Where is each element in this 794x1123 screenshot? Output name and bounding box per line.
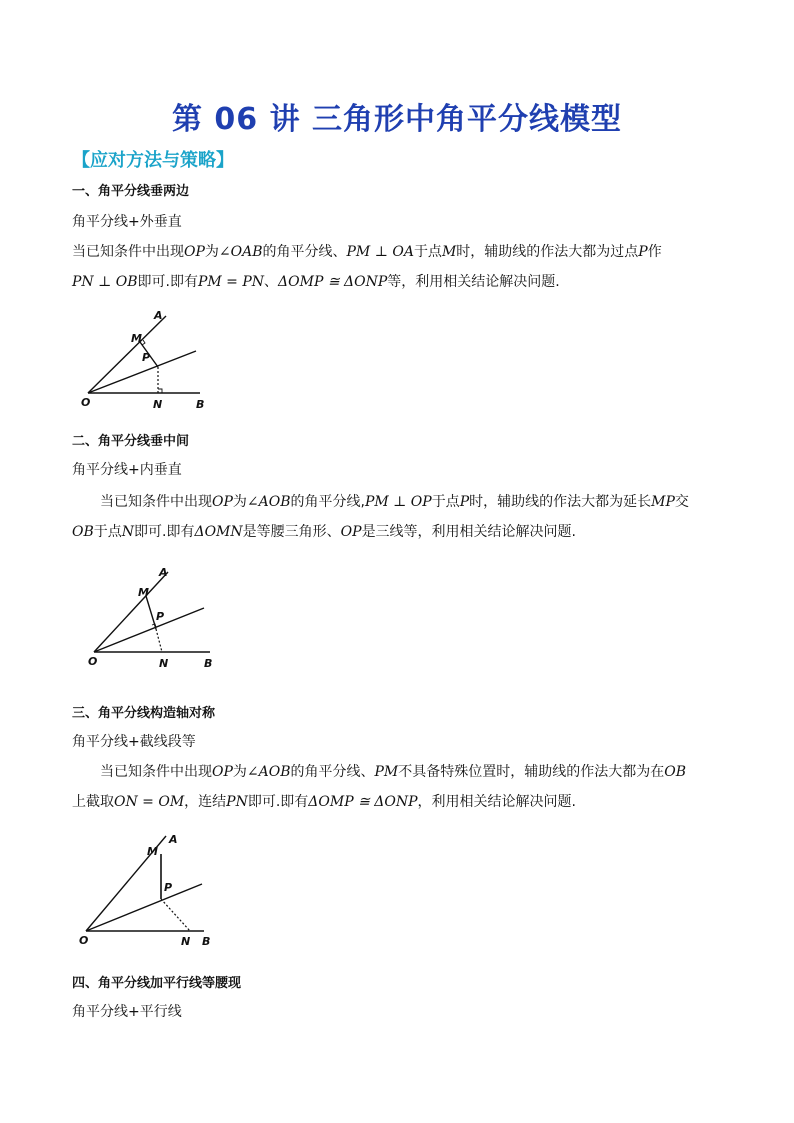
math-run: P — [638, 244, 648, 260]
section-4-subheading: 角平分线+平行线 — [72, 1004, 182, 1020]
text-run: 作 — [647, 244, 662, 260]
text-run: 、 — [264, 274, 279, 290]
figure-3-diagram — [78, 828, 218, 950]
label-p: P — [164, 881, 173, 894]
math-run: ΔOMP ≅ ΔONP — [308, 794, 418, 810]
math-run: PM ⊥ OA — [346, 244, 414, 260]
section-subtitle: 【应对方法与策略】 — [72, 150, 234, 171]
ray-op-bisector — [86, 884, 202, 931]
section-2-subheading: 角平分线+内垂直 — [72, 462, 182, 478]
label-a: A — [154, 309, 163, 322]
text-run: 于点 — [413, 244, 442, 260]
label-b: B — [204, 657, 213, 670]
text-run: 时，辅助线的作法大都为延长 — [469, 494, 652, 510]
math-run: OP — [212, 494, 233, 510]
text-run: 时，辅助线的作法大都为过点 — [456, 244, 639, 260]
math-run: OP — [340, 524, 362, 540]
label-o: O — [79, 934, 89, 947]
text-run: ，利用相关结论解决问题. — [417, 794, 576, 810]
ray-oa — [88, 316, 166, 393]
right-angle-mark-m — [142, 340, 145, 345]
text-run: 上截取 — [72, 794, 114, 810]
text-run: 等，利用相关结论解决问题. — [387, 274, 560, 290]
section-3-line-2 — [72, 792, 576, 812]
section-3-line-1 — [100, 762, 686, 782]
section-1-line-2 — [72, 272, 560, 292]
label-b: B — [196, 398, 205, 411]
text-run: 是等腰三角形、 — [242, 524, 341, 540]
text-run: 当已知条件中出现 — [100, 764, 212, 780]
math-run: ΔOMP ≅ ΔONP — [278, 274, 388, 290]
label-n: N — [153, 398, 163, 411]
text-run: 不具备特殊位置时，辅助线的作法大都为在 — [398, 764, 665, 780]
section-2-line-1 — [100, 492, 689, 512]
math-run: ∠OAB — [218, 244, 263, 260]
text-run: 为 — [232, 764, 247, 780]
math-run: OP — [212, 764, 233, 780]
math-run: N — [121, 524, 135, 540]
math-run: ON = OM — [114, 794, 185, 810]
label-m: M — [131, 332, 142, 345]
text-run: 为 — [204, 244, 219, 260]
text-run: ，连结 — [184, 794, 227, 810]
text-run: 交 — [674, 494, 689, 510]
label-o: O — [81, 396, 91, 409]
segment-pn-dashed — [156, 629, 162, 652]
section-1-line-1 — [72, 242, 662, 262]
section-2-heading: 二、角平分线垂中间 — [72, 434, 190, 449]
text-run: 即可.即有 — [247, 794, 309, 810]
ray-op-bisector — [94, 608, 204, 652]
figure-1-diagram — [78, 308, 218, 413]
label-n: N — [181, 935, 191, 948]
math-run: ΔOMN — [194, 524, 243, 540]
text-run: 是三线等，利用相关结论解决问题. — [361, 524, 577, 540]
math-run: PN ⊥ OB — [72, 274, 138, 290]
section-4-heading: 四、角平分线加平行线等腰现 — [72, 976, 242, 991]
label-n: N — [159, 657, 169, 670]
label-o: O — [88, 655, 98, 668]
text-run: 的角平分线、 — [262, 244, 347, 260]
math-run: M — [441, 244, 457, 260]
math-run: MP — [651, 494, 675, 510]
label-b: B — [202, 935, 211, 948]
label-a: A — [159, 566, 168, 579]
label-a: A — [169, 833, 178, 846]
math-run: ∠AOB — [246, 764, 291, 780]
math-run: P — [459, 494, 470, 510]
section-3-heading: 三、角平分线构造轴对称 — [72, 706, 216, 721]
text-run: 当已知条件中出现 — [72, 244, 184, 260]
text-run: 为 — [232, 494, 247, 510]
text-run: 即可.即有 — [137, 274, 198, 290]
label-m: M — [138, 586, 149, 599]
page-title: 第 06 讲 三角形中角平分线模型 — [171, 102, 623, 137]
label-p: P — [142, 351, 151, 364]
math-run: OB — [72, 524, 94, 540]
figure-2-diagram — [86, 562, 226, 672]
math-run: PN — [226, 794, 248, 810]
math-run: OB — [664, 764, 687, 780]
label-p: P — [156, 610, 165, 623]
math-run: PM = PN — [197, 274, 265, 290]
text-run: 即可.即有 — [134, 524, 195, 540]
text-run: 的角平分线、 — [290, 764, 375, 780]
math-run: OP — [184, 244, 205, 260]
math-run: ∠AOB — [246, 494, 291, 510]
section-1-heading: 一、角平分线垂两边 — [72, 184, 190, 199]
right-angle-mark-p — [152, 624, 156, 627]
section-1-subheading: 角平分线+外垂直 — [72, 214, 182, 230]
segment-pn-dashed — [161, 899, 190, 931]
math-run: PM — [374, 764, 399, 780]
section-3-subheading: 角平分线+截线段等 — [72, 734, 196, 750]
section-2-line-2 — [72, 522, 576, 542]
text-run: 于点 — [431, 494, 460, 510]
label-m: M — [147, 845, 158, 858]
text-run: 当已知条件中出现 — [100, 494, 212, 510]
text-run: 于点 — [93, 524, 122, 540]
math-run: PM ⊥ OP — [364, 494, 432, 510]
text-run: 的角平分线, — [290, 494, 365, 510]
